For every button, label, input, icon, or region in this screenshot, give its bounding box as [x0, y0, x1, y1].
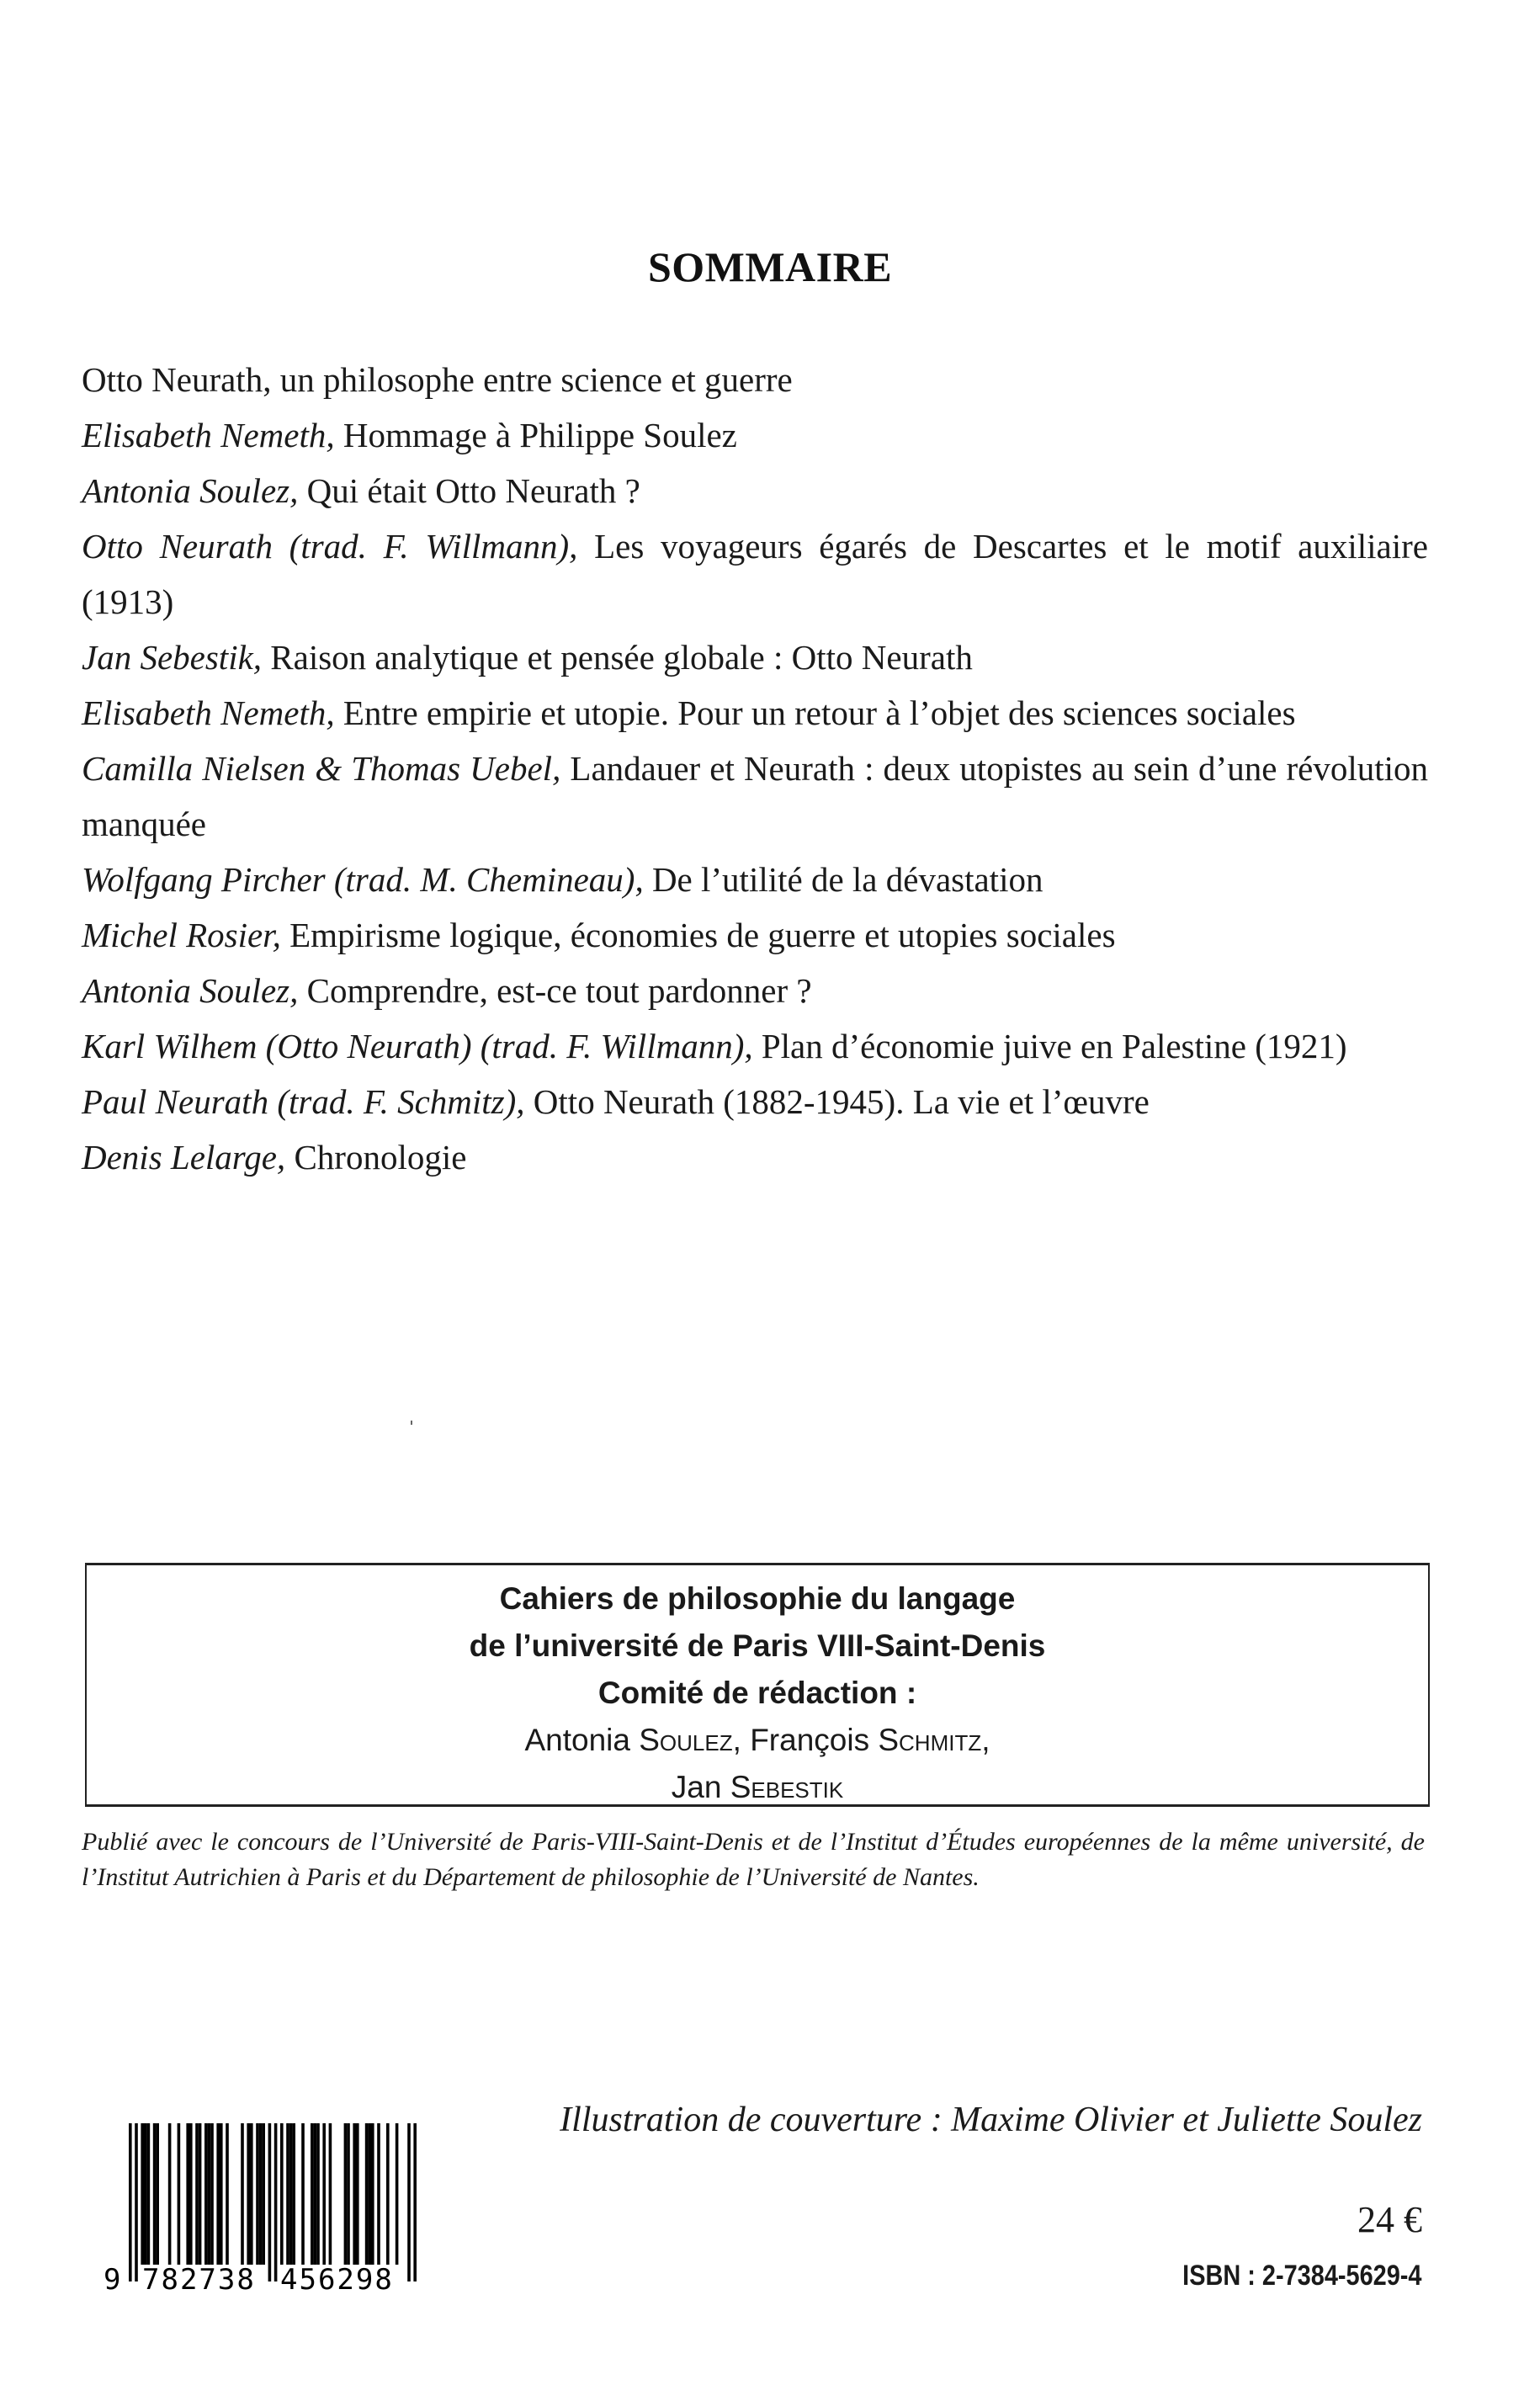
- journal-name-line2: de l’université de Paris VIII-Saint-Denis: [469, 1628, 1046, 1663]
- toc-author: Denis Lelarge,: [82, 1138, 286, 1177]
- toc-author: Paul Neurath (trad. F. Schmitz),: [82, 1082, 525, 1121]
- toc-entry: [82, 852, 1428, 907]
- toc-author: Antonia Soulez,: [82, 471, 299, 510]
- separator: [285, 1138, 294, 1177]
- toc-entry: [82, 407, 1428, 463]
- toc-title: Hommage à Philippe Soulez: [343, 416, 737, 454]
- toc-entry: [82, 907, 1428, 963]
- toc-title: Qui était Otto Neurath ?: [306, 471, 640, 510]
- toc-author: Otto Neurath (trad. F. Willmann),: [82, 527, 578, 566]
- toc-title: Landauer et Neurath : deux utopistes au sein d’une révolution manquée: [82, 749, 1429, 843]
- separator: [298, 971, 306, 1010]
- toc-author: Elisabeth Nemeth,: [82, 416, 335, 454]
- page-title: SOMMAIRE: [647, 243, 893, 290]
- separator: [335, 693, 343, 732]
- toc-author: Antonia Soulez,: [82, 971, 299, 1010]
- isbn-barcode: [88, 2108, 442, 2302]
- member-last-name: Soulez: [639, 1723, 733, 1757]
- toc-entry: [82, 1074, 1428, 1129]
- separator: [335, 416, 343, 454]
- member-last-name: Sebestik: [730, 1770, 844, 1804]
- toc-title: Chronologie: [294, 1138, 467, 1177]
- toc-entry: [82, 685, 1428, 741]
- toc-entry: [82, 463, 1428, 518]
- barcode-icon: [88, 2108, 442, 2302]
- cover-illustration-credit: Illustration de couverture : Maxime Olivier et Juliette Soulez: [560, 2101, 1422, 2139]
- member-first-name: Antonia: [524, 1723, 640, 1757]
- barcode-lead-digit: 9: [104, 2263, 121, 2297]
- separator: [525, 1082, 534, 1121]
- separator: ,: [732, 1723, 751, 1757]
- toc-entry: [82, 629, 1428, 685]
- toc-author: Elisabeth Nemeth,: [82, 693, 335, 732]
- toc-entry: [82, 1129, 1428, 1185]
- toc-author: Camilla Nielsen & Thomas Uebel,: [82, 749, 561, 788]
- editorial-board-box: [85, 1563, 1430, 1807]
- toc-author: Karl Wilhem (Otto Neurath) (trad. F. Willmann),: [82, 1027, 753, 1065]
- toc-entry: [82, 352, 1428, 407]
- committee-heading: Comité de rédaction :: [597, 1676, 917, 1710]
- toc-entry: [82, 741, 1428, 852]
- journal-name-line1: Cahiers de philosophie du langage: [499, 1581, 1016, 1616]
- toc-author: Wolfgang Pircher (trad. M. Chemineau),: [82, 860, 644, 899]
- member-first-name: Jan: [671, 1770, 730, 1804]
- separator: [577, 527, 594, 566]
- toc-entry: [82, 963, 1428, 1018]
- toc-author: Michel Rosier,: [82, 916, 281, 954]
- toc-title: Les voyageurs égarés de Descartes et le motif auxiliaire (1913): [82, 527, 1428, 621]
- toc-entry: [82, 518, 1428, 629]
- publication-note: Publié avec le concours de l’Université de Paris-VIII-Saint-Denis et de l’Institut d’Études européennes de la même université, de l’Institut Autrichien à Paris et du Département de philosophie de l’Université de Nantes.: [82, 1828, 1425, 1891]
- separator: [753, 1027, 762, 1065]
- table-of-contents: [82, 352, 1428, 1185]
- toc-title: Raison analytique et pensée globale : Otto Neurath: [270, 638, 973, 677]
- separator: [644, 860, 652, 899]
- barcode-left-digits: 782738: [142, 2263, 256, 2297]
- toc-title: De l’utilité de la dévastation: [651, 860, 1043, 899]
- member-last-name: Schmitz: [878, 1723, 982, 1757]
- separator: [281, 916, 289, 954]
- separator: ,: [981, 1723, 990, 1757]
- committee-members-line1: [87, 1717, 1428, 1764]
- member-first-name: François: [750, 1723, 879, 1757]
- committee-members-line2: [87, 1764, 1428, 1811]
- separator: [560, 749, 570, 788]
- toc-title: Empirisme logique, économies de guerre et utopies sociales: [289, 916, 1116, 954]
- toc-title: Comprendre, est-ce tout pardonner ?: [306, 971, 812, 1010]
- toc-entry: [82, 1018, 1428, 1074]
- toc-title: Otto Neurath, un philosophe entre science et guerre: [82, 360, 793, 399]
- separator: [298, 471, 306, 510]
- barcode-right-digits: 456298: [280, 2263, 394, 2297]
- toc-title: Entre empirie et utopie. Pour un retour à l’objet des sciences sociales: [343, 693, 1296, 732]
- price: 24 €: [1357, 2199, 1422, 2240]
- separator: [262, 638, 270, 677]
- isbn-number: ISBN : 2-7384-5629-4: [1182, 2260, 1422, 2292]
- toc-title: Otto Neurath (1882-1945). La vie et l’œuvre: [533, 1082, 1150, 1121]
- toc-author: Jan Sebestik,: [82, 638, 263, 677]
- toc-title: Plan d’économie juive en Palestine (1921): [761, 1027, 1347, 1065]
- scan-speck: [411, 1421, 412, 1425]
